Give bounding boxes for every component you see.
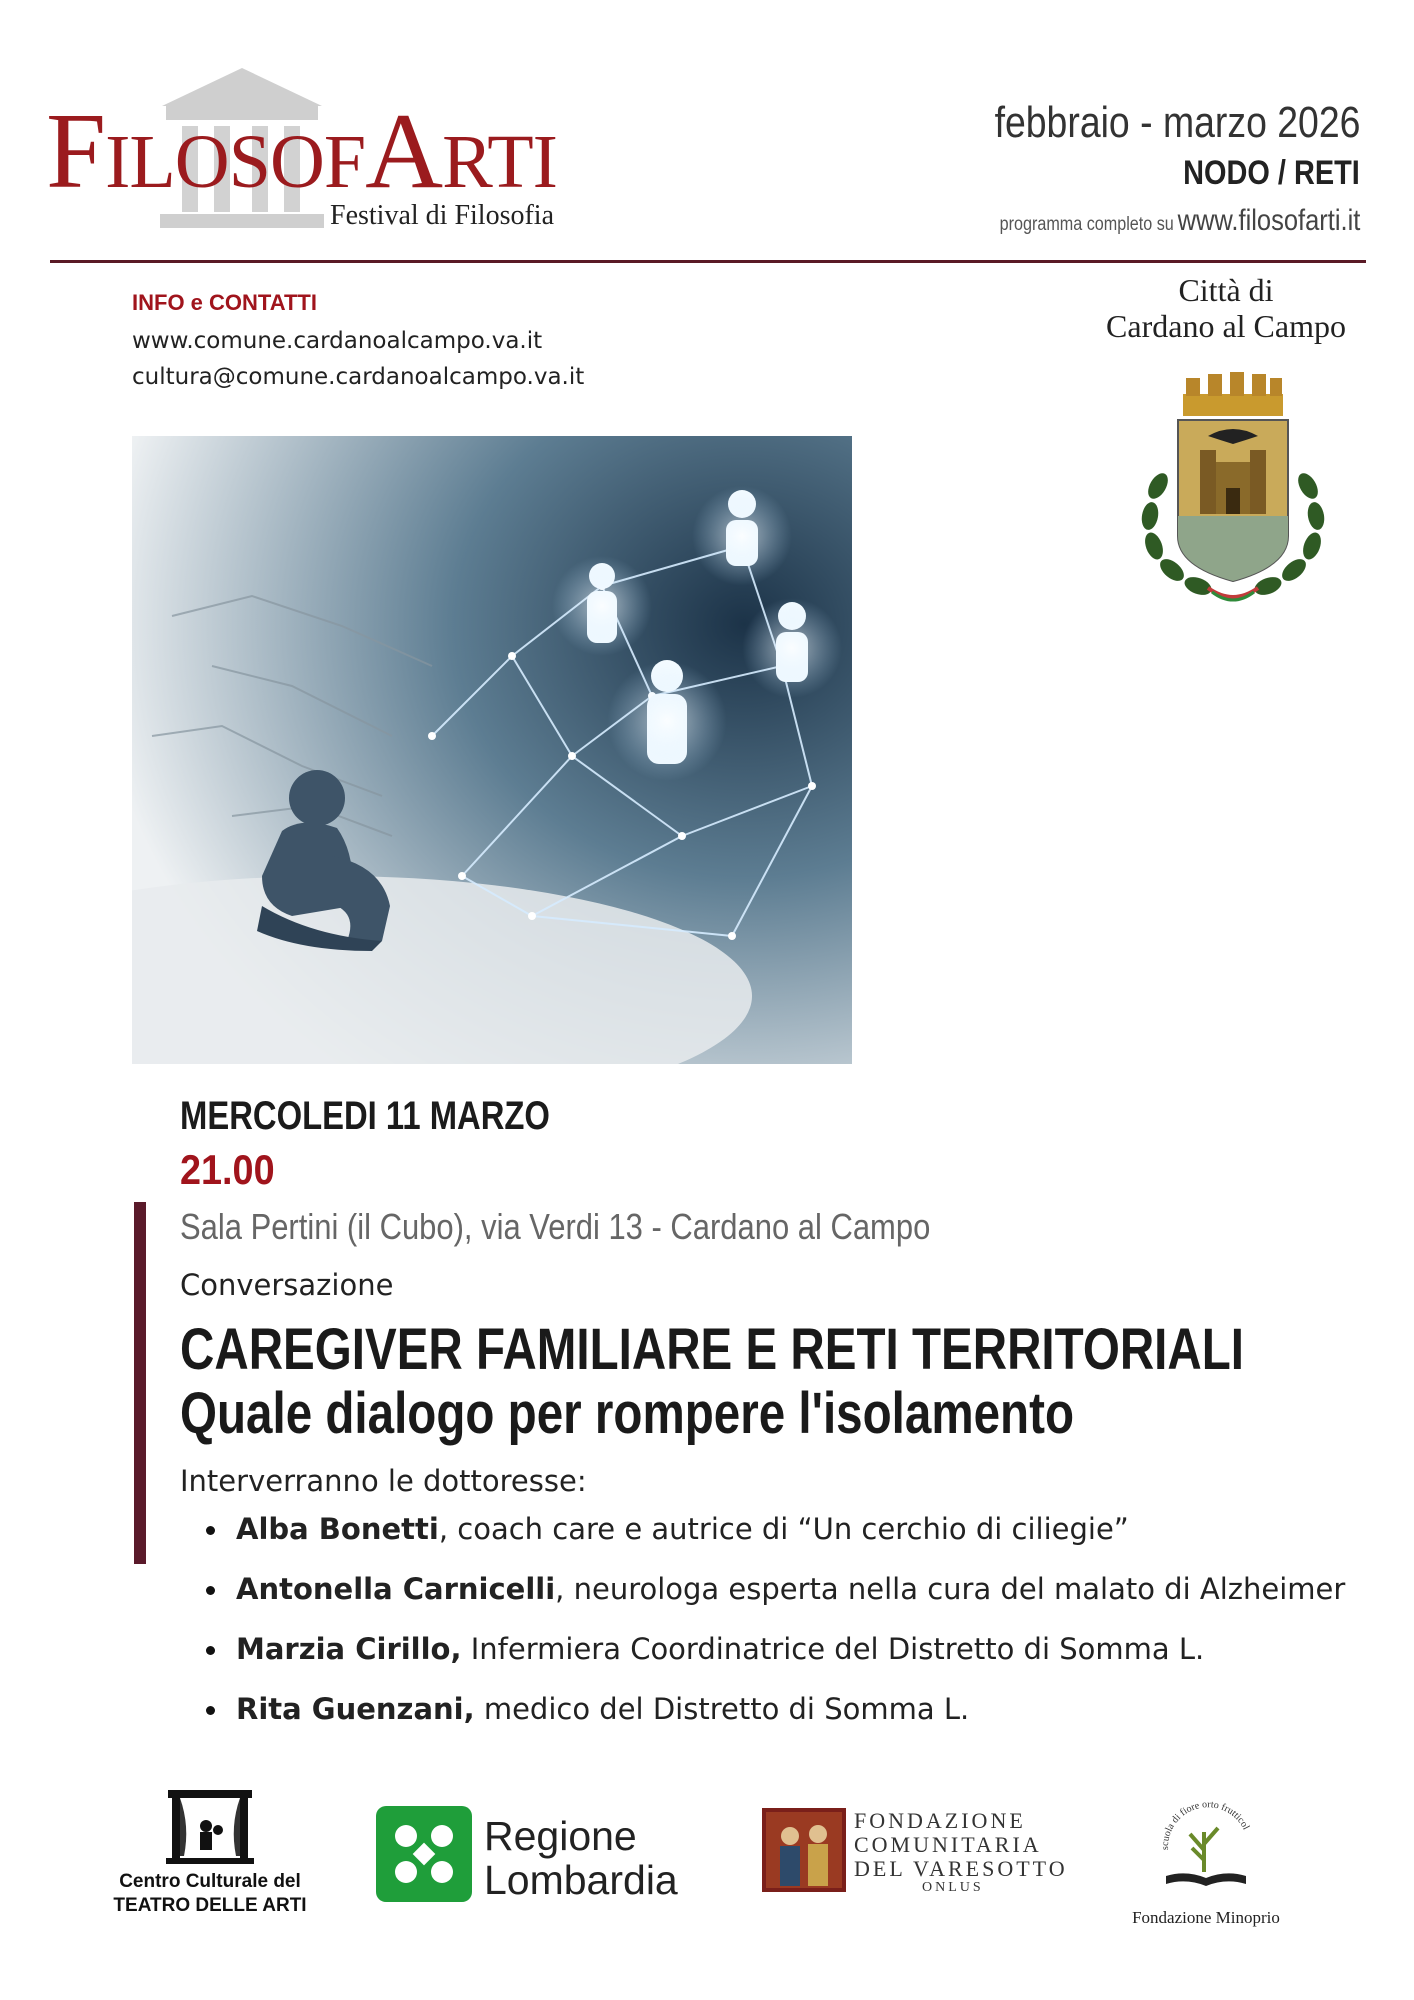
- city-line-2: Cardano al Campo: [1106, 308, 1346, 344]
- speaker-name: Alba Bonetti: [236, 1512, 439, 1546]
- event-title: [180, 1318, 1244, 1446]
- list-item: [206, 1692, 1345, 1752]
- fondazione-line-2: COMUNITARIA: [854, 1832, 1042, 1857]
- svg-text:scuola di fiore orto frutticol: [1146, 1780, 1251, 1850]
- regione-lombardia-name: [484, 1814, 678, 1902]
- hero-illustration: [132, 436, 852, 1064]
- speaker-role: , neurologa esperta nella cura del malato di Alzheimer: [555, 1572, 1346, 1606]
- speaker-role: medico del Distretto di Somma L.: [474, 1692, 970, 1726]
- header-divider: [50, 260, 1366, 263]
- painting-thumbnail-icon: [762, 1808, 846, 1892]
- logo-subtitle: Festival di Filosofia: [330, 200, 554, 231]
- coat-of-arms-icon: [1128, 366, 1338, 616]
- minoprio-arc-text: scuola di fiore orto frutticol: [1159, 1799, 1252, 1851]
- event-title-line-2: Quale dialogo per rompere l'isolamento: [180, 1380, 1075, 1446]
- event-venue: Sala Pertini (il Cubo), via Verdi 13 - Cardano al Campo: [180, 1206, 931, 1247]
- info-website[interactable]: www.comune.cardanoalcampo.va.it: [132, 328, 543, 354]
- theatre-stage-icon: [160, 1786, 260, 1866]
- regione-line-1: Regione: [484, 1813, 637, 1859]
- speaker-name: Antonella Carnicelli: [236, 1572, 556, 1606]
- program-url[interactable]: www.filosofarti.it: [1177, 204, 1360, 237]
- festival-dates: febbraio - marzo 2026: [994, 98, 1360, 147]
- event-time: 21.00: [180, 1146, 275, 1193]
- regione-lombardia-logo-icon: [376, 1806, 472, 1902]
- sponsor-teatro-line-1: Centro Culturale del: [119, 1871, 301, 1892]
- sponsor-teatro-line-2: TEATRO DELLE ARTI: [113, 1895, 307, 1916]
- info-title: INFO e CONTATTI: [132, 290, 317, 315]
- event-title-line-1: CAREGIVER FAMILIARE E RETI TERRITORIALI: [180, 1317, 1245, 1382]
- speakers-intro: Interverranno le dottoresse:: [180, 1464, 587, 1498]
- list-item: [206, 1632, 1345, 1692]
- tree-book-icon: [1146, 1780, 1266, 1900]
- speaker-name: Marzia Cirillo,: [236, 1632, 462, 1666]
- list-item: [206, 1512, 1345, 1572]
- program-prefix: programma completo su: [999, 214, 1174, 235]
- filosofarti-logo: [46, 64, 566, 244]
- accent-bar: [134, 1202, 146, 1564]
- city-name: [1096, 272, 1356, 344]
- fondazione-line-4: ONLUS: [922, 1880, 984, 1895]
- logo-wordmark: FILOSOFARTI: [46, 92, 557, 211]
- speaker-name: Rita Guenzani,: [236, 1692, 475, 1726]
- fondazione-line-1: FONDAZIONE: [854, 1808, 1026, 1833]
- city-line-1: Città di: [1178, 272, 1274, 308]
- speakers-list: [206, 1512, 1345, 1752]
- festival-theme: NODO / RETI: [1183, 154, 1360, 192]
- event-type: Conversazione: [180, 1268, 394, 1302]
- program-line: [999, 204, 1360, 238]
- event-day: MERCOLEDI 11 MARZO: [180, 1094, 550, 1138]
- info-email[interactable]: cultura@comune.cardanoalcampo.va.it: [132, 364, 585, 390]
- speaker-role: Infermiera Coordinatrice del Distretto di Somma L.: [461, 1632, 1205, 1666]
- sponsor-teatro-delle-arti: [110, 1786, 310, 1918]
- sponsor-fondazione-minoprio: [1126, 1780, 1286, 1928]
- fondazione-line-3: DEL VARESOTTO: [854, 1856, 1068, 1881]
- minoprio-name: Fondazione Minoprio: [1132, 1908, 1280, 1927]
- list-item: [206, 1572, 1345, 1632]
- speaker-role: , coach care e autrice di “Un cerchio di ciliegie”: [438, 1512, 1129, 1546]
- regione-line-2: Lombardia: [484, 1857, 678, 1903]
